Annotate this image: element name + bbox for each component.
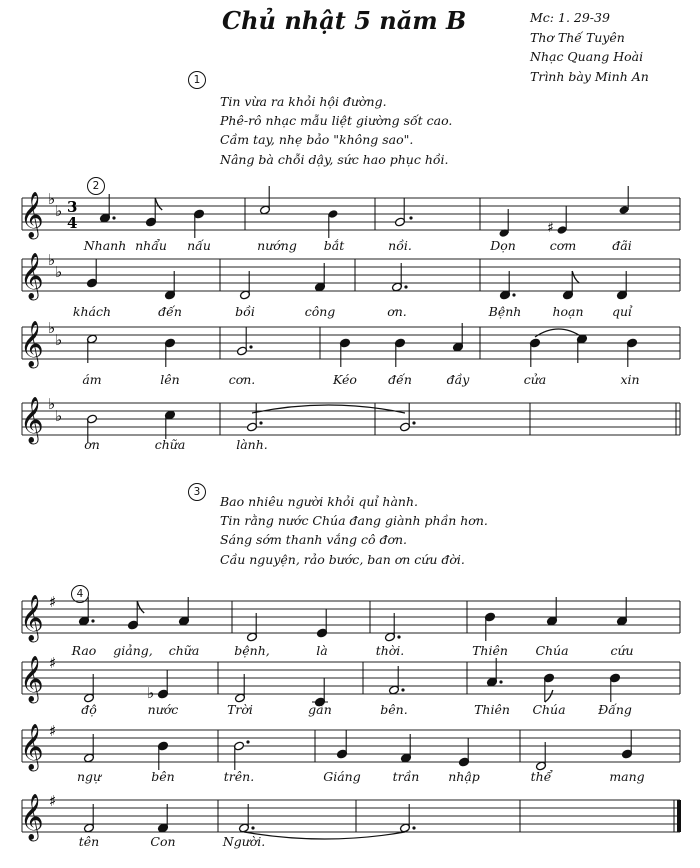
time-signature-bottom: 4 [67, 214, 78, 232]
flat-key-icon: ♭ [48, 190, 56, 208]
lyric-syllable: hoạn [552, 304, 584, 319]
slur [244, 832, 405, 839]
sharp-key-icon: ♯ [49, 722, 57, 740]
lyric-syllable: bệnh, [234, 643, 270, 658]
lyric-syllable: mang [609, 769, 645, 784]
section-marker-1: 1 [188, 71, 206, 89]
note [316, 609, 327, 638]
flat-key-icon: ♭ [55, 263, 63, 281]
lyric-syllable: ngự [76, 769, 102, 784]
note [157, 741, 168, 770]
lyric-syllable: cửa [523, 372, 547, 387]
note [609, 673, 620, 702]
lyric-syllable: đến [388, 372, 412, 387]
staff-svg [0, 786, 700, 850]
composer-credit: Nhạc Quang Hoài [530, 49, 644, 64]
note [399, 403, 415, 432]
lyric-syllable: xin [620, 372, 640, 387]
slur [535, 329, 582, 337]
lyric-syllable: gần [308, 702, 332, 717]
sharp-key-icon: ♯ [49, 593, 57, 611]
note [127, 601, 144, 630]
lyric-syllable: Thiên [472, 643, 508, 658]
staff-svg [0, 313, 700, 377]
treble-clef-icon: 𝄞 [20, 595, 44, 641]
lyric-syllable: cơn. [228, 372, 256, 387]
lyric-syllable: chữa [168, 643, 200, 658]
staff-system [0, 389, 700, 441]
lyric-syllable: Đấng [598, 702, 632, 717]
verse-line: Tin vừa ra khỏi hội đường. [220, 94, 387, 109]
lyric-syllable: cơm [549, 238, 577, 253]
lyric-syllable: bắt [323, 238, 345, 253]
note [86, 259, 97, 288]
lyric-syllable: thể [530, 769, 552, 784]
treble-clef-icon: 𝄞 [20, 794, 44, 840]
staff-svg [0, 389, 700, 453]
lyric-syllable: ơn. [387, 304, 407, 319]
lyric-syllable: nấu [187, 238, 211, 253]
slur [252, 405, 405, 413]
lyric-syllable: ơn [84, 437, 100, 452]
flat-key-icon: ♭ [48, 395, 56, 413]
section-marker-4: 4 [71, 585, 89, 603]
flat-key-icon: ♭ [48, 251, 56, 269]
verse-line: Phê-rô nhạc mẫu liệt giường sốt cao. [220, 113, 453, 129]
verse-line: Cầu nguyện, rảo bước, ban ơn cứu đời. [220, 551, 465, 567]
sharp-key-icon: ♯ [49, 654, 57, 672]
note [547, 206, 568, 236]
lyric-syllable: cứu [610, 643, 634, 658]
lyric-syllable: Rao [71, 643, 97, 658]
lyric-syllable: bồi [235, 304, 255, 319]
staff-svg [0, 245, 700, 309]
lyric-syllable: thời. [375, 643, 405, 658]
note [193, 209, 204, 238]
lyric-syllable: bên. [380, 702, 408, 717]
note [236, 327, 252, 356]
lyric-syllable: quỉ [611, 304, 633, 319]
staff-system [0, 587, 700, 639]
verse-3 [220, 492, 488, 569]
verse-line: Nâng bà chỗi dậy, sức hao phục hồi. [220, 151, 449, 167]
staff-system [0, 716, 700, 768]
note [626, 338, 637, 367]
staff-system [0, 245, 700, 297]
lyric-syllable: Trời [227, 702, 253, 717]
time-signature-top: 3 [67, 198, 78, 216]
note [246, 403, 262, 432]
lyric-syllable: lên [160, 372, 180, 387]
note [233, 740, 249, 770]
treble-clef-icon: 𝄞 [20, 192, 44, 238]
flat-key-icon: ♭ [55, 202, 63, 220]
lyric-syllable: đãi [612, 238, 632, 253]
treble-clef-icon: 𝄞 [20, 656, 44, 702]
lyric-syllable: đến [158, 304, 182, 319]
lyric-syllable: Dọn [490, 238, 516, 253]
note [458, 738, 469, 767]
credits [530, 8, 649, 86]
lyric-syllable: Bệnh [488, 304, 522, 319]
note [621, 730, 632, 759]
verse-1 [220, 92, 452, 169]
lyric-syllable: khách [72, 304, 112, 319]
lyric-syllable: nhập [448, 769, 480, 784]
flat-key-icon: ♭ [55, 407, 63, 425]
final-bar-line [677, 800, 681, 832]
verse-line: Bao nhiêu người khỏi quỉ hành. [220, 494, 418, 509]
flat-key-icon: ♭ [55, 331, 63, 349]
lyric-syllable: Chúa [535, 643, 569, 658]
lyric-syllable: trên. [223, 769, 255, 784]
lyric-syllable: Thiên [474, 702, 510, 717]
lyric-syllable: nướng [257, 238, 297, 253]
lyric-syllable: nhẩu [135, 238, 167, 253]
sharp-key-icon: ♯ [49, 792, 57, 810]
verse-line: Sáng sớm thanh vắng cô đơn. [220, 532, 407, 548]
treble-clef-icon: 𝄞 [20, 397, 44, 443]
flat-key-icon: ♭ [48, 319, 56, 337]
lyric-syllable: Người. [222, 834, 266, 849]
lyric-syllable: nước [147, 702, 179, 717]
lyric-syllable: ám [82, 372, 102, 387]
note [339, 338, 350, 367]
lyric-syllable: giảng, [113, 643, 153, 658]
note [336, 730, 347, 759]
staff-svg [0, 587, 700, 651]
lyric-syllable: lành. [236, 437, 268, 452]
staff-system [0, 313, 700, 365]
poet-credit: Thơ Thế Tuyên [530, 29, 625, 45]
lyric-syllable: Con [150, 834, 176, 849]
staff-system [0, 786, 700, 838]
staff-svg [0, 648, 700, 712]
treble-clef-icon: 𝄞 [20, 321, 44, 367]
svg-text:♭: ♭ [147, 684, 155, 702]
arranger-credit: Trình bày Minh An [530, 68, 649, 84]
section-marker-3: 3 [188, 483, 206, 501]
verse-line: Tin rằng nước Chúa đang giành phần hơn. [220, 513, 488, 529]
lyric-syllable: nồi. [388, 238, 412, 253]
scripture-reference: Mc: 1. 29-39 [530, 10, 610, 25]
lyric-syllable: Chúa [532, 702, 566, 717]
lyric-syllable: đầy [446, 372, 470, 387]
lyric-syllable: Kéo [333, 372, 357, 387]
section-marker-2: 2 [87, 177, 105, 195]
treble-clef-icon: 𝄞 [20, 253, 44, 299]
svg-text:♯: ♯ [547, 220, 554, 236]
note [394, 338, 405, 367]
note [498, 209, 509, 238]
lyric-syllable: là [316, 643, 328, 658]
note [543, 673, 554, 702]
lyric-syllable: công [304, 304, 336, 319]
lyric-syllable: tên [78, 834, 100, 849]
lyric-syllable: độ [81, 702, 97, 717]
lyric-syllable: chữa [154, 437, 186, 452]
note [529, 338, 540, 367]
verse-line: Cầm tay, nhẹ bảo "không sao". [220, 132, 414, 148]
lyric-syllable: Giáng [323, 769, 361, 784]
note [164, 338, 175, 367]
staff-system [0, 184, 700, 236]
treble-clef-icon: 𝄞 [20, 724, 44, 770]
lyric-syllable: trần [392, 769, 420, 784]
song-title: Chủ nhật 5 năm B [222, 6, 467, 35]
note [145, 198, 162, 227]
lyric-syllable: bên [151, 769, 175, 784]
note [484, 612, 495, 641]
staff-system [0, 648, 700, 700]
lyric-syllable: Nhanh [83, 238, 127, 253]
